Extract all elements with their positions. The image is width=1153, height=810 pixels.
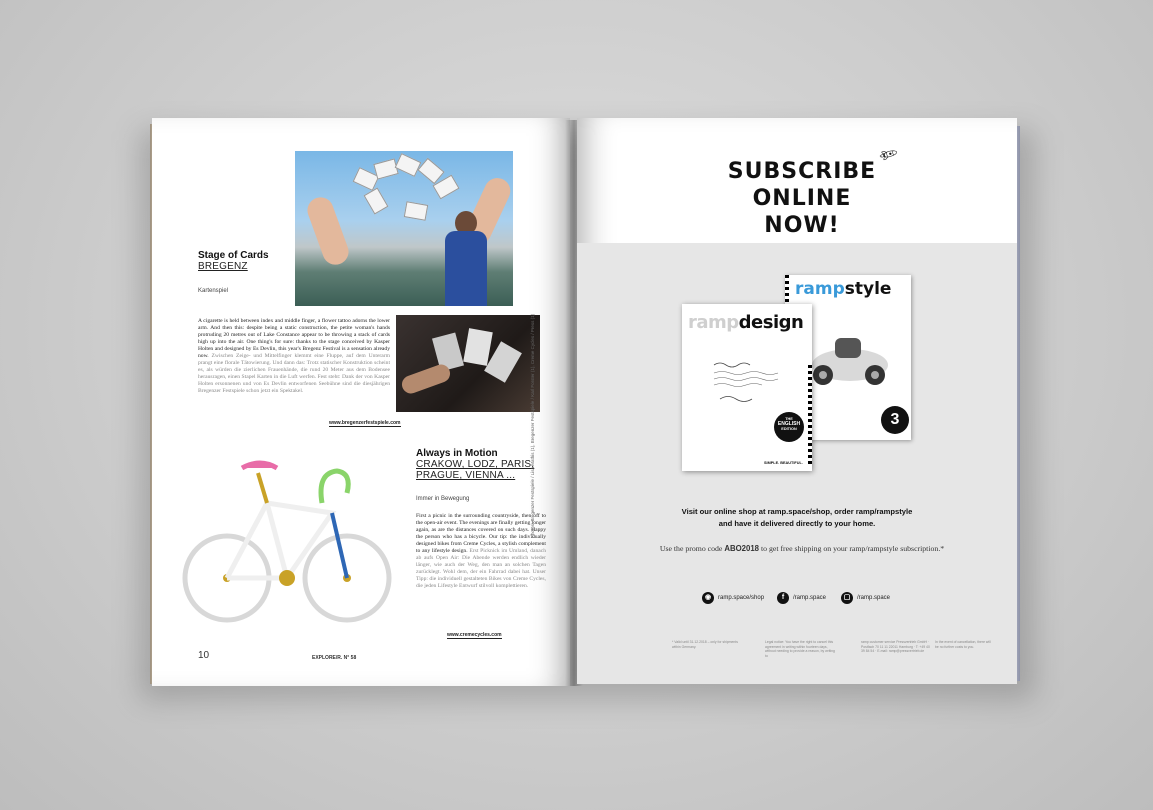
article2-location-2: PRAGUE, VIENNA ... [416,470,516,481]
rampstyle-logo-b: style [844,279,892,299]
page-number: 10 [198,650,210,661]
social-facebook[interactable] [777,592,826,604]
promo-text [607,544,997,553]
subscribe-headline [722,158,882,239]
promo-code: ABO2018 [724,544,760,553]
article1-heading [198,250,269,272]
cover-stripe [808,364,812,464]
cover-car-illustration [805,320,895,395]
cards-hand-photo [396,315,540,412]
article2-title: Always in Motion [416,448,498,459]
fine-print-legal: Legal notice: You have the right to cancel this agreement in writing within fourteen days, without needing to provide a reason, by writing to [765,640,835,658]
article1-tagline: Kartenspiel [198,288,229,294]
instagram-icon: ▢ [841,592,853,604]
social-facebook-label: /ramp.space [793,595,827,601]
rampdesign-logo-a: ramp [688,312,739,333]
visit-line-2: and have it delivered directly to your home. [718,519,876,528]
card-shape [364,187,389,214]
left-page [152,118,570,686]
fine-print-service: ramp customer service Pressvertrieb GmbH · Postfach 70 11 11 22011 Hamburg · T: +49 40 39 84 54 · E-mail: ramp@pressvertrieb.de [861,640,930,654]
article2-tagline: Immer in Bewegung [416,496,470,502]
article2-body-de: Erst Picknick im Umland, danach ab aufs Open Air: Die Abende werden endlich wieder länger, wie auch der Weg, den man an solchen Tagen zurücklegt. Wohl dem, der ein Fahrrad dabei hat. Unser Tipp: die individuell gestalteten Bikes von Creme Cycles, die jeden Lifestyle Entwurf stilvoll komplettieren. [416,548,546,589]
article1-body-en: A cigarette is held between index and middle finger, a flower tattoo adorns the lower arm. And then this: despite being a static construction, the petite woman's hands protruding 20 metres out of Lake Constance appear to be throwing a stack of cards high up into the air. One thing's for sure: thanks to the stage conceived by Kasper Holten and designed by Es Devlin, this year's Bregenz Festival is a sensation already now. [198,318,390,359]
card-shape [373,158,398,179]
right-page [577,118,1017,684]
giant-hand-left [304,194,352,269]
photo-credits: Photos: Bregenzer Festspiele / Lisa Mathis (1), Bregenzer Festspiele / Karl Forster (1), Creme Cycles / Press (1) [530,313,535,538]
article1-title: Stage of Cards [198,250,269,261]
badge-line-3: EDITION [781,427,797,431]
bicycle-image [182,433,397,653]
shop-icon: ◉ [702,592,714,604]
rampdesign-magazine-cover [682,304,812,471]
article1-body [198,318,390,395]
rocket-icon: 🚀︎ [876,142,900,166]
headline-line-1: SUBSCRIBE [727,159,877,184]
article2-heading [416,448,534,481]
rampdesign-logo [688,312,803,333]
social-instagram-label: /ramp.space [857,595,891,601]
english-edition-badge [774,412,804,442]
hand-shape [399,362,452,396]
article1-location: BREGENZ [198,261,248,272]
social-instagram[interactable] [841,592,890,604]
social-shop[interactable] [702,592,764,604]
visit-shop-text [647,506,947,530]
badge-line-1: THE [785,417,793,421]
person-figure [445,231,487,306]
fine-print-cancellation: In the event of cancellation, there will be no further costs to you. [935,640,991,649]
badge-line-2: ENGLISH [777,421,801,427]
bregenz-link[interactable]: www.bregenzerfestspiele.com [329,420,401,426]
rampstyle-logo [795,279,891,299]
article1-body-de: Zwischen Zeige- und Mittelfinger klemmt eine Fluppe, auf dem Unterarm prangt eine florale Tätowierung. Und dann das: Trotz statischer Konstruktion scheint es, als würden die zierlichen Frauenhände, die rund 20 Meter aus dem Bodensee herausragen, einen Stapel Karten in die Luft werfen. Fest steht: Dank der von Kasper Holten ersonnenen und von Es Devlin entworfenen Seebühne sind die diesjährigen Bregenzer Festspiele schon jetzt ein Spektakel. [198,353,390,394]
rampstyle-issue-badge: 3 [881,406,909,434]
promo-after: to get free shipping on your ramp/rampstyle subscription.* [760,544,945,553]
headline-line-2: ONLINE NOW! [752,186,852,238]
article2-body [416,513,546,590]
magazine-footer: EXPLORE/R. N° 58 [312,655,357,661]
social-shop-label: ramp.space/shop [718,595,765,601]
creme-cycles-link[interactable]: www.cremecycles.com [447,632,502,638]
stage-of-cards-photo [295,151,513,306]
playing-card [463,328,493,366]
visit-line-1: Visit our online shop at ramp.space/shop, order ramp/rampstyle [681,507,913,516]
article2-body-en: First a picnic in the surrounding countryside, then off to the open-air event. The evenings are finally getting longer again, as are the distances covered on such days. Happy the person who has a bicycle. Our tip: the individually designed bikes from Creme Cycles, a stylish complement to any lifestyle design. [416,513,546,554]
rampdesign-logo-b: design [738,312,804,333]
rampstyle-logo-a: ramp [795,279,845,299]
article2-location-1: CRAKOW, LODZ, PARIS, [416,459,535,470]
promo-before: Use the promo code [659,544,723,553]
card-shape [404,201,428,221]
facebook-icon: f [777,592,789,604]
cover-tagline: SIMPLE. BEAUTIFUL. [764,461,803,465]
fine-print-validity: * Valid until 31.12.2018 – only for shipments within Germany. [672,640,738,649]
cover-handwriting-illustration [710,359,780,409]
